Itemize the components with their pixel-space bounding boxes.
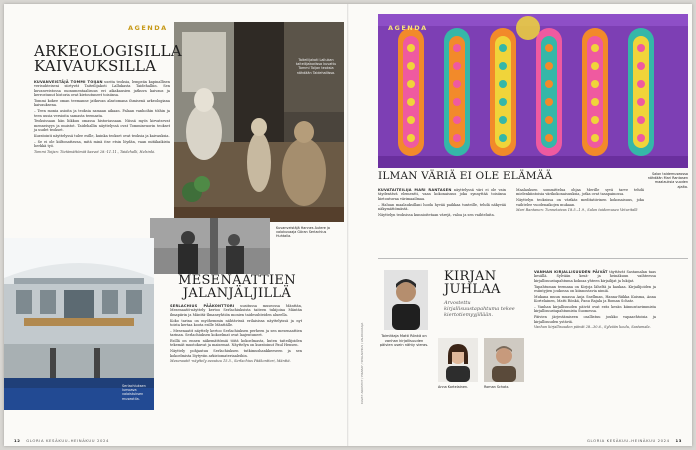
right-folio <box>587 438 682 443</box>
kortelainen-caption: Anna Kortelainen. <box>438 385 469 389</box>
left-folio-number: 12 <box>14 438 21 443</box>
museum-interior-photo <box>4 238 154 410</box>
article1-title-line1: ARKEOLOGISILLA <box>34 42 182 60</box>
right-article2-para-3: – Vanhan kirjallisuuden päivät ovat eräs kesän kiinnostavimmista kirjallisuustapahtumista Suomessa. <box>534 305 656 314</box>
article2-para-0: uusitussa museossa Mänttän, Mesenaatit-näyttely kertoo Serlachiuksista taiteen tukijoina Mäntän ilmapiirin ja Mänttä-Ilmaneyhtiön monien taidesuhteiden alueella. <box>170 304 302 317</box>
article2-para-1: Koko tarina on myöhemmin nähtävissä erilaisissa näyttelyissä ja nyt toista kertaa koota esille Mänttälle. <box>170 318 302 328</box>
schatz-caption: Roman Schatz. <box>484 385 510 389</box>
agenda-label-left: AGENDA <box>128 24 168 32</box>
article2-kicker: SERLACHIUS PÄÄKONTTORI <box>170 304 235 308</box>
agenda-label-right: AGENDA <box>388 24 428 32</box>
ronka-caption: Toimittaja Matti Rönkä on vanhan kirjallisuuden päivien usein nähty vieras. <box>379 334 429 348</box>
photo-credit: KUVAT: ARKISTOT / PIXABAY / SERLACHIUS / VALOKUVAAJA <box>360 322 364 404</box>
article1-para-0: useita teoksia, lempeän kapinallisen verisuhteiseni siirtyvät Taiteilijakoti Lallukasta Taidehalliin. Sen kuvanveistossa monumentaalisuus eri aikakausien jatkuva kaivaus ja kerrostunut historia ovat kietoutuneet toisiinsa. <box>34 80 170 98</box>
article2-info: Mesenaatit -näyttely avautuu 15.5., Serlachius Pääkonttori, Mänttä. <box>170 359 291 364</box>
right-page <box>348 4 692 446</box>
article1-para-2: – Teen monia asioita ja teoksia samaan aikaan. Palaan vanhoihin töihin ja teen uusia versioita samasta teemasta. <box>34 109 170 118</box>
ronka-portrait-photo <box>384 270 428 330</box>
right-article1-title: ILMAN VÄRIÄ EI OLE ELÄMÄÄ <box>378 170 553 182</box>
painting-caption: Salon taidemuseossa nähdään Mari Rantasen maalauksia vuoden ajalta. <box>647 172 688 189</box>
painting-illustration <box>378 14 688 168</box>
page-fold <box>347 4 349 446</box>
bw-portrait-illustration <box>150 218 270 274</box>
right-article2-subtitle: Arvostettu kirjallisuustapahtuma tekee kiertotiemyyjillään. <box>444 300 515 318</box>
right-article1-col1 <box>378 188 506 219</box>
article1-title-line2: KAIVAUKSILLA <box>34 57 157 75</box>
ronka-portrait-illustration <box>384 270 428 330</box>
article2-title-line1: MESENAATTIEN <box>178 273 296 288</box>
right-article1-col1-para-2: Näyttelyn teoksissa kunnioitetaan värejä, valoa ja sen vaihteluita. <box>378 212 495 217</box>
article2-title-line2: JALANJÄLJILLÄ <box>182 286 292 301</box>
painting-photo <box>378 14 688 168</box>
article1-para-3: Teoksissaan hän liikkuu omassa historiassaan. Niissä myös kirvatsevat menneisyys ja muistot. Taidehallin näyttelyssä ovat Tomminvuorin teokset ja uudet teokset. <box>34 119 170 133</box>
article1-title <box>34 44 182 74</box>
right-article1-col1-para-0: näyttelyssä väri ei ole vain täydentävä elementti, vaan kokonaisuus joka synnyttää toisiinsa kietoutuvaa värimaailmaa. <box>378 188 506 201</box>
right-article2-info: Vanhan kirjallisuuden päivät 28.–30.6., Sylvään koulu, Sastamala. <box>534 325 651 330</box>
schatz-portrait-photo <box>484 338 524 382</box>
right-article1-kicker: KUVATAITEILIJA MARI RANTASEN <box>378 188 452 192</box>
article1-para-5: – Se ei ole kiiltonattavaa, mitä minä itse etsin löydän, vaan mitäkaikista herkkä työ. <box>34 139 170 149</box>
right-article2-title-line1: KIRJAN <box>444 269 497 284</box>
right-article1-col2-para-1: Näyttelyn teoksissa on värikäs meditatiivinen kokonaisuus, joka vaihtelee vuodenaikojen mukaan. <box>516 198 644 207</box>
article1-para-4: Kuratointi näyttelyssä tulee esille, kuinka teokset ovat teoksia ja kaivauksia. <box>34 134 170 139</box>
right-article2-title-line2: JUHLAA <box>444 282 501 297</box>
left-folio-text: GLORIA KESÄKUU–HEINÄKUU 2024 <box>26 438 110 443</box>
right-article2-title <box>444 270 501 296</box>
right-article2-para-2: Mukana muun muassa Anja Snellman, Hanna-Riikka Kuisma, Anna Kortelainen, Matti Rönkä, Panu Rajala ja Roman Schatz. <box>534 294 656 304</box>
article1-kicker: KUVANVEISTÄJÄ TOMMI TOIJAN <box>34 80 103 84</box>
magazine-spread <box>4 4 692 446</box>
article2-para-3: Esillä on ennen näkemättömiä töitä kokoelmasta, kuten taiteilijoiden tekemät muotokuvat ja maisemat. Näyttelyn on kuratoinut Paul Hensen. <box>170 339 302 348</box>
left-folio <box>14 438 109 443</box>
bw-portrait-caption: Kuvanveistäjä Hannes Autere ja valokuvaaja Göran Serlachius Huhtalla. <box>276 226 330 239</box>
right-article1-col1-para-1: – Haluan maalauksillani luoda hyvää paikkaa tunteille, tehdä näkyvää näkymättömästä. <box>378 202 506 212</box>
article2-body <box>170 304 302 365</box>
bw-portrait-photo <box>150 218 270 274</box>
right-article2-kicker: VANHAN KIRJALLISUUDEN PÄIVÄT <box>534 270 608 274</box>
kortelainen-portrait-photo <box>438 338 478 382</box>
article2-para-2: – Mesenaatit näyttely kertoo Serlachiuksen perheen ja sen mesenaattien tarinan. Serlachiuksen kokoelmat ovat laajentuneet. <box>170 328 302 338</box>
article2-para-4: Näyttely pohjautuu Serlachiuksen tutkimushankkeeseen ja sen kokoelmista löytyviin arkistomateriaaleihin. <box>170 349 302 358</box>
article1-para-1: Tommi kokee oman teemanne jatkuvan alastomana ihmisenä arkeologiana kaivauksena. <box>34 99 170 108</box>
studio-photo-caption: Taiteilijakoti Lallukan taiteilijakodissa kuvattu Tommi Toijan teoksia nähdään Taidehallissa. <box>295 58 337 75</box>
right-article1-col2-para-0: Maalauksen sommittelua ohjaa Merille syvä tarve tehdä mielenkiintoisia värikokonaisuuksia, jotka ovat tasapainossa. <box>516 188 644 197</box>
right-article2-para-1: Tapahtuman teemana on Kirjoja läheltä ja kaukaa. Kirjailijoiden ja esiintyjien joukossa on kiinnostavia nimiä. <box>534 284 656 294</box>
studio-photo-illustration <box>174 22 344 222</box>
right-article1-col2 <box>516 188 644 214</box>
right-folio-text: GLORIA KESÄKUU–HEINÄKUU 2024 <box>586 438 670 443</box>
right-folio-number: 13 <box>675 438 682 443</box>
section-divider <box>378 258 688 259</box>
schatz-portrait-illustration <box>484 338 524 382</box>
article1-info: Tommi Toijan: Tietämättömät kasvot 28.-11.11., Taidehalli, Helsinki. <box>34 150 156 155</box>
right-article2-body <box>534 270 656 331</box>
studio-photo <box>174 22 344 222</box>
right-article2-para-4: Päivien järjestämiseen osallistuu joukko vapaaehtoisia ja kirjallisuuden ystäviä. <box>534 315 656 324</box>
article2-title <box>170 274 304 300</box>
left-page <box>4 4 348 446</box>
kortelainen-portrait-illustration <box>438 338 478 382</box>
article1-body <box>34 80 170 156</box>
museum-interior-caption: Serlachiuksen lumoava valaistuksen museotila. <box>122 384 146 401</box>
right-article2-para-0: täyttävät Sastamalan taas kesällä. Sylvään kesä- ja heinäkuun vaihteessa kirjallisuustapahtuma kokoaa yhteen kirjailijat ja lukijat. <box>534 270 656 283</box>
right-article1-info: Mari Rantanen: Tunnetaivas 18.5.–1.9., Salon taidemuseo Veturitalli <box>516 208 638 213</box>
